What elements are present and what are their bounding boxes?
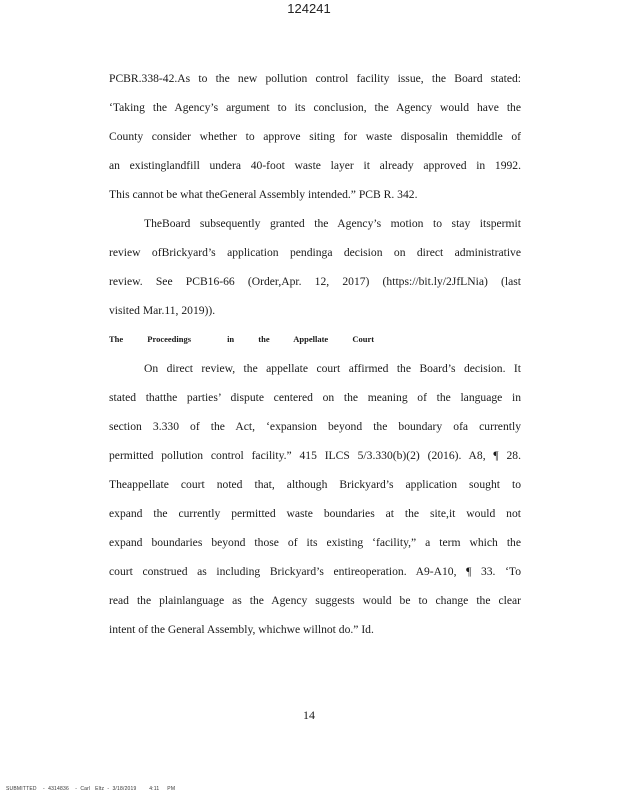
text-line: stated thatthe parties’ dispute centered on the meaning of the language in	[109, 391, 521, 404]
text-line: section 3.330 of the Act, ‘expansion beyond the boundary ofa currently	[109, 420, 521, 433]
text-line: On direct review, the appellate court affirmed the Board’s decision. It	[144, 362, 521, 375]
document-body	[109, 64, 521, 644]
text-line: County consider whether to approve siting for waste disposalin themiddle of	[109, 130, 521, 143]
page-number: 14	[303, 708, 315, 722]
text-line: review. See PCB16-66 (Order,Apr. 12, 2017) (https://bit.ly/2JfLNia) (last	[109, 275, 521, 288]
text-line: an existinglandfill undera 40-foot waste layer it already approved in 1992.	[109, 159, 521, 172]
paragraph-1	[109, 64, 521, 209]
document-id: 124241	[287, 1, 331, 16]
text-line: TheBoard subsequently granted the Agency’s motion to stay itspermit	[144, 217, 521, 230]
text-line: PCBR.338-42.As to the new pollution control facility issue, the Board stated:	[109, 72, 521, 85]
section-heading-part: The Proceedings	[109, 334, 192, 344]
text-line: review ofBrickyard’s application pendinga decision on direct administrative	[109, 246, 521, 259]
text-line: expand the currently permitted waste boundaries at the site,it would not	[109, 507, 521, 520]
text-line: Theappellate court noted that, although Brickyard’s application sought to	[109, 478, 521, 491]
text-line: This cannot be what theGeneral Assembly intended.” PCB R. 342.	[109, 188, 418, 201]
filing-stamp: SUBMITTED - 4314836 - Carl Eltz - 3/18/2019 4:11 PM	[6, 786, 176, 792]
text-line: ‘Taking the Agency’s argument to its conclusion, the Agency would have the	[109, 101, 521, 114]
text-line: read the plainlanguage as the Agency suggests would be to change the clear	[109, 594, 521, 607]
paragraph-2	[109, 209, 521, 325]
paragraph-3	[109, 354, 521, 644]
section-heading-part: in the Appellate Court	[227, 334, 375, 344]
section-heading	[109, 325, 521, 354]
text-line: intent of the General Assembly, whichwe willnot do.” Id.	[109, 623, 374, 636]
text-line: expand boundaries beyond those of its existing ‘facility,” a term which the	[109, 536, 521, 549]
text-line: visited Mar.11, 2019)).	[109, 304, 216, 317]
text-line: permitted pollution control facility.” 415 ILCS 5/3.330(b)(2) (2016). A8, ¶ 28.	[109, 449, 521, 462]
text-line: court construed as including Brickyard’s entireoperation. A9-A10, ¶ 33. ‘To	[109, 565, 521, 578]
